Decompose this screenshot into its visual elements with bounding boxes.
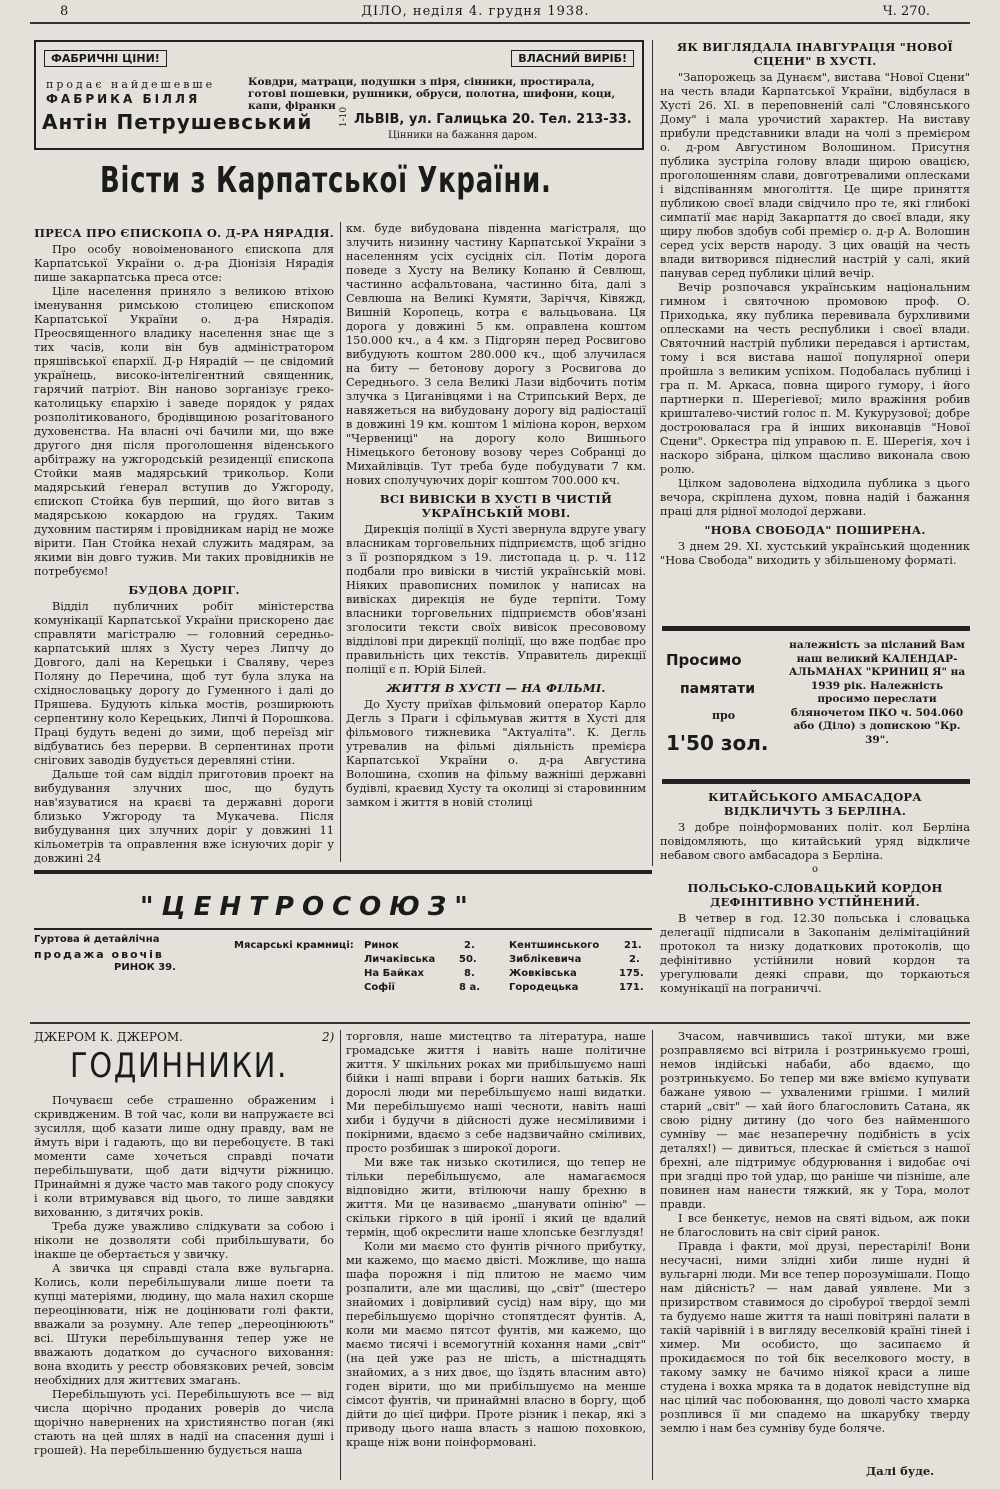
ad-line1: продає найдешевше (46, 78, 216, 91)
article-paragraph: В четвер в год. 12.30 польська і словацька делегації підписали в Закопанім делімітаційний протокол та низку додаткових протоколів, що дефінітивно устійнили новий кордон та урегулювали деякі справи, що торкаються комунікації на пограниччі. (660, 912, 970, 995)
ad-side-mark: 1-10 (339, 106, 350, 128)
article-heading: КИТАЙСЬКОГО АМБАСАДОРА ВІДКЛИЧУТЬ З БЕРЛІНА. (708, 790, 922, 818)
cs-number: 2. (629, 954, 640, 965)
column-rule (340, 1030, 341, 1480)
calendar-ad-price: 1'50 зол. (666, 731, 769, 755)
story-paragraph: Правда і факти, мої друзі, перестарілі! Вони несучасні, ними злідні хиби лише нудні й вульгарні люди. Ми все тепер порозумішали. Пощо нам дійсність? — нам давай уявлене. Ми з призирством ставимося до сіробурої твердої землі та будуємо наше життя та наші повітряні палати в такій чарівній і в вигляду веселковій країні тіней і химер. Ми особисто, що засипаємо й прокидаємося по той бік веселкового мосту, в такому замку не бачимо ніякої краси а лише студена і вохка мряка та в додаток невідступне від нас цілий час побоювання, що доволі часто хмарка розплився її ми спадемо на шкарубку тверду землю і нам без сумніву буде боляче. (660, 1240, 970, 1435)
cs-left1: Гуртова й детайлічна (34, 934, 160, 945)
calendar-ad-left1: Просимо (666, 651, 742, 669)
ad-name: Антін Петрушевський (42, 110, 313, 134)
story-paragraph: Перебільшують усі. Перебільшують все — від числа щорічно проданих роверів до числа щорічно навернених на християнство поган (які стають на цей шлях в надії на спасення душі і грошей). На перебільшенню будується наша (34, 1388, 334, 1457)
article-heading: ПОЛЬСЬКО-СЛОВАЦЬКИЙ КОРДОН ДЕФІНІТИВНО УСТІЙНЕНИЙ. (687, 881, 943, 909)
cs-street: На Байках (364, 968, 424, 979)
ad-note: Цінники на бажання даром. (388, 130, 538, 141)
cs-number: 175. (619, 968, 644, 979)
article-paragraph: З добре поінформованих політ. кол Берліна повідомляють, що китайський уряд відкличе небавом свого амбасадора з Берліна. (660, 821, 970, 862)
ad-tag-right: ВЛАСНИЙ ВИРІБ! (511, 50, 634, 67)
cs-street: Жовківська (509, 968, 577, 979)
centrosoyuz-rule (34, 928, 652, 930)
column-rule (652, 40, 653, 866)
article-paragraph: Дальше той сам відділ приготовив проект на вибудування злучних шос, що будуть нав'язуватися на краєві та державні дороги близько Ужгороду та Мукачева. Після вибудування цих злучних доріг у довжині 11 кільометрів та оправлення вже існуючих доріг у довжині 24 (34, 768, 334, 865)
cs-label: Мясарські крамниці: (234, 940, 354, 951)
to-be-continued: Далі буде. (866, 1464, 935, 1478)
article-paragraph: Відділ публичних робіт міністерства комунікації Карпатської України прискорено дає справляти магістралю — головний середньо-карпатський шлях з Хусту через Липчу до Довгого, далі на Керецьки і Сваляву, через Поляну до Перечина, щоб тут була злука на східнословацьку дорогу до Гуменного і далі до Пряшева. Будують кілька мостів, розширюють серпентину коло Керецьких, Липчі й Порошкова. Праці будуть ведені до зими, щоб переїзд міг відбуватись без перерви. В серпентинах проти снігових заводів будується деревляні стіни. (34, 600, 334, 767)
article-paragraph: Вечір розпочався українським національним гимном і святочною промовою проф. О. Приходька, яку публика перевивала бурхливими оплесками на честь республики і своєї влади. Святочний настрій публики передався і артистам, тому і вся вистава нашої популярної опери пройшла з великим успіхом. Подобалась публиці і гра п. М. Аркаса, повна щирого гумору, і його партнерки п. Шерегіевої; мило вражіння робив кришталево-чистий голос п. М. Кукурузової; добре достроювалася гра й інших виконавців "Нової Сцени". Оркестра під управою п. Е. Шерегія, хоч і наскоро зібрана, цілком щасливо виконала свою ролю. (660, 281, 970, 476)
column-2 (346, 222, 646, 858)
ad-line2: ФАБРИКА БІЛЛЯ (46, 92, 201, 106)
story-paragraph: Зчасом, навчившись такої штуки, ми вже розправляємо всі вітрила і розтринькуємо гроші, немов індійські набаби, або вдаємо, що розтринькуємо. Бо тепер ми вже вміємо купувати бажане уявою — ухваленими грішми. І милий старий „світ" — хай його благословить Сатана, як свою рідну дитину (до чого без найменшого сумніву — має незаперечну подібність в усіх деталях!) — дивиться, плескає й сміється з нашої брехні, але підтримує обдурювання і видобає очі при згадці про той удар, що раніше чи пізніше, але повинен нам нанести тяжкий, як у Тора, молот правди. (660, 1030, 970, 1211)
story-paragraph: Треба дуже уважливо слідкувати за собою і ніколи не дозволяти собі прибільшувати, бо інакше це обертається у звичку. (34, 1220, 334, 1261)
cs-number: 8 а. (459, 982, 480, 993)
centrosoyuz-rule (34, 870, 652, 874)
section-rule (30, 1022, 970, 1024)
factory-ad (34, 40, 644, 150)
article-paragraph: Ціле населення приняло з великою втіхою іменування римською столицею єпископом Карпатської України о. д-ра Нярадія. Преосвященного владику населення знає ще з тих часів, коли він був адміністратором пряшівської єпархії. Д-р Нярадій — це свідомий українець, високо-інтелігентний священник, гарячий патріот. Він наново зорганізує греко-католицьку єпархію і заведе порядок у рядах розполітикованого, бродівщиною розагітованого духовенства. На власні очі бачили ми, що вже другого дня після проголошення віденського арбітражу на ужгородській резиденції єпископа Стойки маяв мадярський трикольор. Коли мадярський ґенерал вступив до Ужгороду, єпископ Стойка був перший, що його витав з мадярською кокардою на грудях. Таким духовним пастирям і провідникам нарід не може вірити. Пан Стойка нехай служить мадярам, за якими він довго тужив. Ми таких провідників не потребуємо! (34, 285, 334, 578)
calendar-ad-left2: памятати (680, 681, 756, 697)
ad-address: ЛЬВІВ, ул. Галицька 20. Тел. 213-33. (354, 112, 632, 127)
article-paragraph: км. буде вибудована південна магістраля, що злучить низинну частину Карпатської України з населенням усіх сусідніх сіл. Потім дорога поведе з Хусту на Велику Копаню й Севлюш, частинно асфальтована, частинно біта, далі з Севлюша на Великі Кумяти, Заріччя, Ківяжд, Вишній Коропець, котра є вальцьована. Ця дорога у довжині 5 км. оправлена коштом 150.000 кч., а 4 км. з Підгорян перед Росвигово вибудують коштом 280.000 кч., щоб злучилася на биту — бетонову дорогу з Росвигова до Середнього. З села Великі Лази відбочить потім злучка з Циганівцями і на Стрипський Верх, де навяжеться на вибудовану дорогу від радіостації в довжині 19 км. коштом 1 міліона корон, верхом "Червениці" на дорогу коло Вишнього Німецького бетонову возову через Собранці до Михайлівців. Тут треба буде побудувати 7 км. нових сполучуючих доріг коштом 700.000 кч. (346, 222, 646, 487)
article-paragraph: "Запорожець за Дунаєм", вистава "Нової Сцени" на честь влади Карпатської України, відбулася в Хусті 26. XI. в переповненій салі "Словянського Дому" і мала урочистий характер. На виставу прибули представники влади на чолі з премієром о. д-ром Августином Волошином. Присутня публика зустріла голову влади щирою овацією, проголошенням слави, довготревалими оплесками і відспіванням многоліття. Це щире приняття публикою своєї влади свідчило про те, які глибокі симпатії має нарід Закарпаття до своєї влади, яку щиру любов здобув собі премієр о. д-р А. Волошин серед усіх верств народу. З цих овацій на честь влади витворився піднеслий настрій у салі, який панував серед публики цілий вечір. (660, 71, 970, 280)
issue-number: Ч. 270. (882, 4, 930, 19)
cs-street: Личаківська (364, 954, 436, 965)
story-paragraph: Ми вже так низько скотилися, що тепер не тільки перебільшуємо, але намагаємося відповідно жити, втілюючи нашу брехню в життя. Ми це називаємо „шанувати опінію" — скільки гіркого в цій іронії і який це вдалий термін, щоб окреслити наше хлопське безглуздя! (346, 1156, 646, 1239)
column-rule (652, 1030, 653, 1480)
cs-street: Городецька (509, 982, 579, 993)
cs-street: Зиблікевича (509, 954, 582, 965)
cs-street: Ринок (364, 940, 399, 951)
cs-number: 21. (624, 940, 642, 951)
separator: o (811, 864, 819, 875)
cs-street: Софії (364, 982, 395, 993)
centrosoyuz-table (34, 934, 652, 1014)
cs-left3: РИНОК 39. (114, 962, 176, 973)
story-author: ДЖЕРОМ К. ДЖЕРОМ. (34, 1030, 183, 1044)
cs-left2: продажа овочів (34, 948, 164, 961)
article-paragraph: До Хусту приїхав фільмовий оператор Карло Дегль з Праги і сфільмував життя в Хусті для фільмового тижневика "Актуаліта". К. Дегль утревалив на фільмі діяльність премієра Карпатської України о. д-ра Августина Волошина, схопив на фільму важніші державні будівлі, краєвид Хусту та околиці зі старовинним замком і життя в новій столиці (346, 698, 646, 809)
story-paragraph: торговля, наше мистецтво та література, наше громадське життя і навіть наше політичне життя. У шкільних роках ми прибільшуємо наші бійки і наші вправи і борги наших батьків. Як дорослі люди ми перебільшуємо наші видатки. Ми перебільшуємо наші чесноти, навіть наші хиби і будучи в дійсності дуже несміливими і покірними, вдаємо з себе надзвичайно сміливих, просто розбишак з широкої дороги. (346, 1030, 646, 1155)
masthead: ДІЛО, неділя 4. грудня 1938. (361, 4, 590, 19)
column-1 (34, 222, 334, 865)
cs-number: 50. (459, 954, 477, 965)
article-heading: БУДОВА ДОРІГ. (128, 583, 240, 597)
story-column-3 (660, 1030, 970, 1462)
calendar-ad-text: належність за післаний Вам наш великий КАЛЕНДАР-АЛЬМАНАХ "КРИНИЦ Я" на 1939 рік. Належність просимо переслати бляночетом ПКО ч. 504.060 або (Діло) з допискою "Кр. 39". (788, 639, 966, 746)
column-3-lower (660, 786, 970, 1036)
section-title: Вісти з Карпатської України. (100, 160, 552, 201)
calendar-ad-left3: про (712, 709, 736, 722)
story-paragraph: А звичка ця справді стала вже вульгарна. Колись, коли перебільшували лише поети та купці матеріями, людину, що мала нахил скорше переоцінювати, ніж не доцінювати голі факти, вважали за розумну. Але тепер „переоцінюють" всі. Штуки перебільшування тепер уже не вважають додатком до сучасного виховання: вона входить у реєстр обовязкових речей, зовсім необхідних для життєвих змагань. (34, 1262, 334, 1387)
article-paragraph: Дирекція поліції в Хусті звернула вдруге увагу власникам торговельних підприємств, щоб згідно з її розпорядком з 19. листопада ц. р. ч. 112 подбали про вивіски в чистій українській мові. Ніяких правописних помилок у написах на вивісках дирекція не буде терпіти. Тому власники торговельних підприємств обов'язані зголосити тексти своїх вивісок пресововому відділові при дирекції поліції, що вже подбає про правильність цих текстів. Управитель дирекції поліції є п. Юрій Білей. (346, 523, 646, 676)
article-paragraph: Цілком задоволена відходила публика з цього вечора, скріплена духом, повна надій і бажання праці для рідної молодої держави. (660, 477, 970, 518)
ad-tag-left: ФАБРИЧНІ ЦІНИ! (44, 50, 167, 67)
page-header (60, 4, 930, 19)
article-heading: ЖИТТЯ В ХУСТІ — НА ФІЛЬМІ. (386, 681, 606, 695)
cs-street: Кентшинського (509, 940, 600, 951)
cs-number: 2. (464, 940, 475, 951)
article-heading: "НОВА СВОБОДА" ПОШИРЕНА. (704, 523, 926, 537)
story-title: ГОДИННИКИ. (70, 1046, 288, 1086)
article-paragraph: Про особу новоіменованого єпископа для Карпатської України о. д-ра Діонізія Нярадія пише закарпатська преса отсе: (34, 243, 334, 284)
article-heading: ЯК ВИГЛЯДАЛА ІНАВГУРАЦІЯ "НОВОЇ СЦЕНИ" В ХУСТІ. (676, 40, 954, 68)
ad-goods: Ковдри, матраци, подушки з піря, сінники, простирала, готові пошевки, рушники, обруси, полотна, шифони, коци, капи, фіранки (248, 76, 616, 112)
cs-number: 171. (619, 982, 644, 993)
calendar-ad (662, 626, 970, 784)
story-column-1 (34, 1094, 334, 1480)
story-paragraph: Почуваєш себе страшенно ображеним і скривдженим. В той час, коли ви напружаєте всі зусилля, щоб казати лише одну правду, вам не ймуть віри і гадають, що ви перебоцуєте. В такі моменти саме хочеться справді почати перебільшувати, щоб дати відчути ріжницю. Принаймні я дуже часто мав такого роду спокусу і коли втримувався від цього, то лише завдяки вихованню, з дитячих років. (34, 1094, 334, 1219)
centrosoyuz-title: "ЦЕНТРОСОЮЗ" (140, 892, 476, 922)
article-heading: ВСІ ВИВІСКИ В ХУСТІ В ЧИСТІЙ УКРАЇНСЬКІЙ МОВІ. (379, 492, 613, 520)
story-column-2 (346, 1030, 646, 1480)
page-number: 8 (60, 4, 69, 19)
story-paragraph: Коли ми маємо сто фунтів річного прибутку, ми кажемо, що маємо двісті. Можливе, що наша шафа порожня і під плитою не маємо чим розпалити, але ми щасливі, що „світ" (шестеро знайомих і довірливий сусід) нам віру, що ми перебільшуємо щорічно стопятдесят фунтів. А, коли ми маємо пятсот фунтів, ми кажемо, що маємо тисячі і всемогутній кохання нами „світ" (на цей уже раз не шість, а шістнадцять знайомих, а з них двоє, що їздять власним авто) годен вірити, що ми прибільшуємо на менше сімсот фунтів, чи принаймні власно в боргу, щоб дійти до цієї цифри. Проте різник і пекар, які з приводу цього наша власть з нашою поховкою, краще ніж вони поінформовані. (346, 1240, 646, 1449)
cs-number: 8. (464, 968, 475, 979)
story-installment: 2) (322, 1030, 335, 1044)
column-3 (660, 36, 970, 616)
header-rule (30, 22, 970, 24)
article-paragraph: З днем 29. XI. хустський український щоденник "Нова Свобода" виходить у збільшеному форматі. (660, 540, 970, 567)
story-paragraph: І все бенкетує, немов на святі відьом, аж поки не благословить на світ сірий ранок. (660, 1212, 970, 1239)
article-heading: ПРЕСА ПРО ЄПИСКОПА О. Д-РА НЯРАДІЯ. (34, 226, 334, 240)
column-rule (340, 222, 341, 862)
